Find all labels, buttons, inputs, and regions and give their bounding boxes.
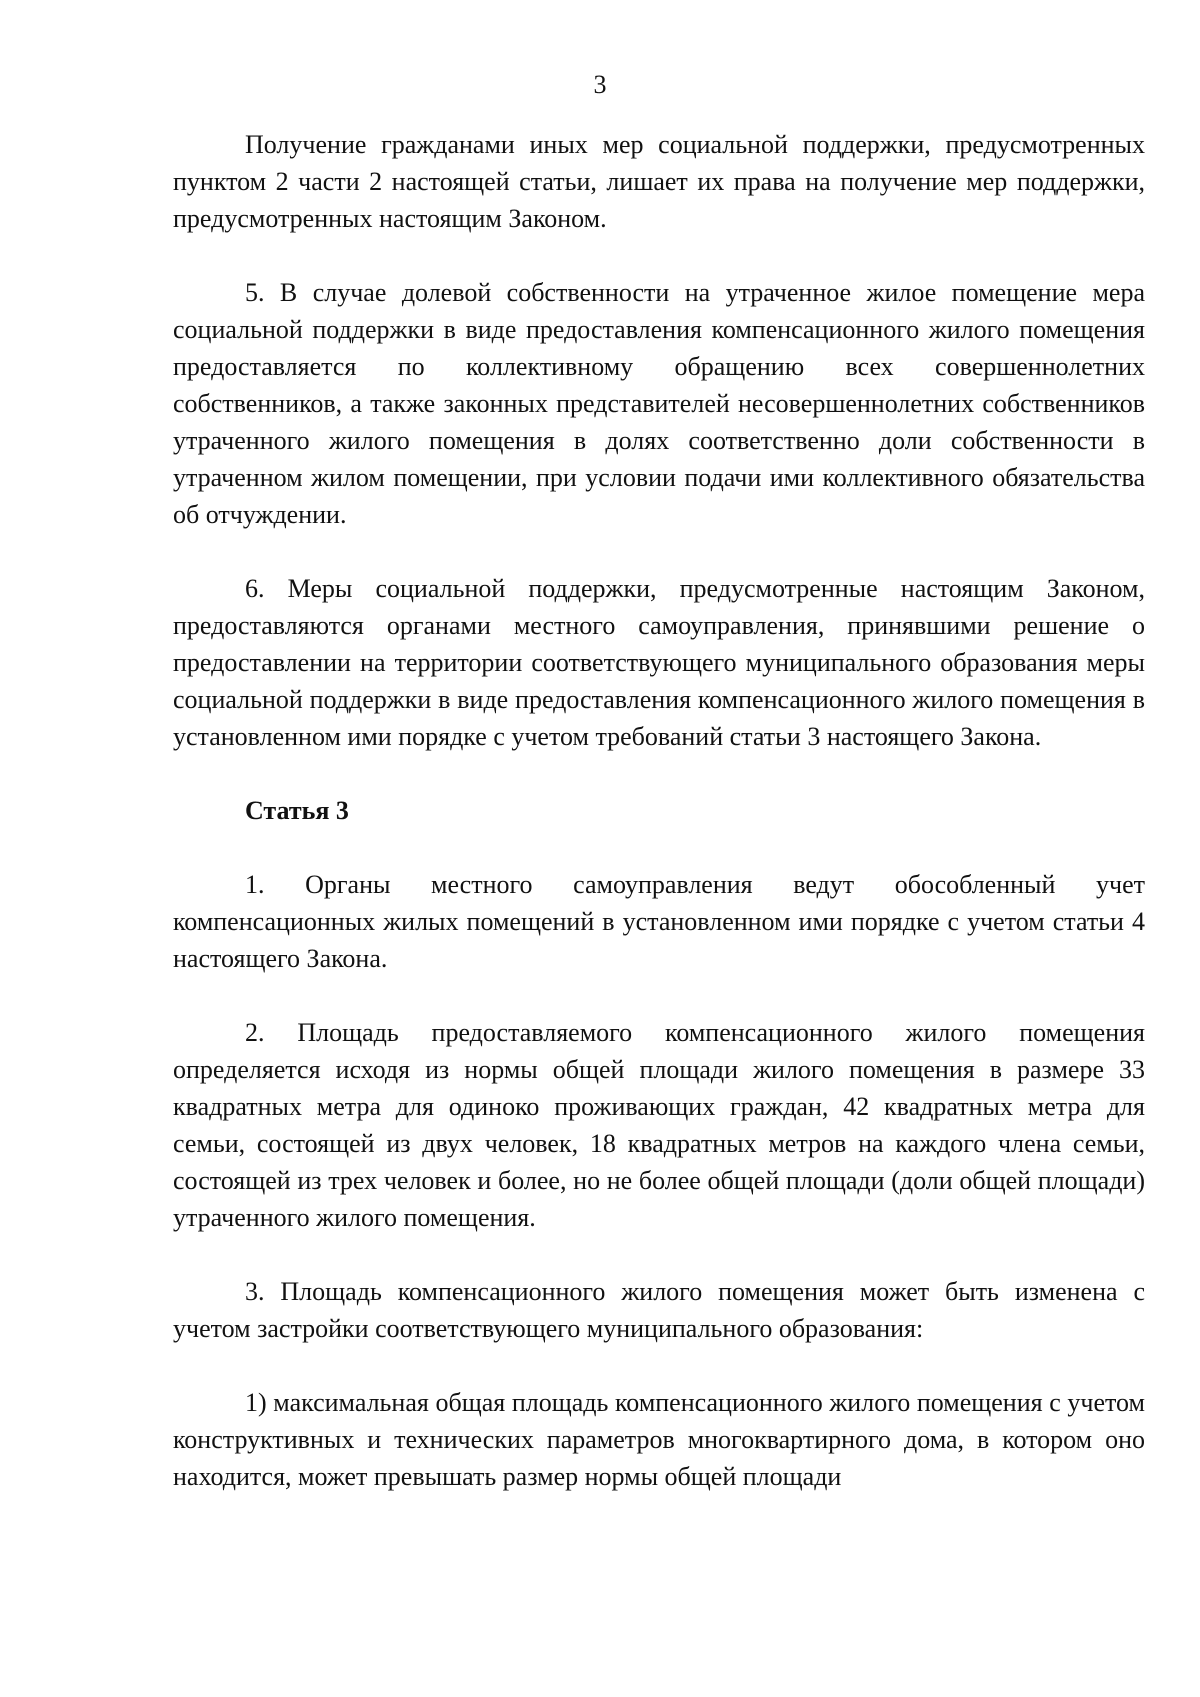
paragraph-6-local-authorities: 6. Меры социальной поддержки, предусмотренные настоящим Законом, предоставляются органами местного самоуправления, принявшими решение о предоставлении на территории соответствующего муниципального образования меры социальной поддержки в виде предоставления компенсационного жилого помещения в установленном ими порядке с учетом требований статьи 3 настоящего Закона.	[173, 574, 1145, 751]
article-3-paragraph-1: 1. Органы местного самоуправления ведут обособленный учет компенсационных жилых помещений в установленном ими порядке с учетом статьи 4 настоящего Закона.	[173, 870, 1145, 973]
article-3-paragraph-2: 2. Площадь предоставляемого компенсационного жилого помещения определяется исходя из нормы общей площади жилого помещения в размере 33 квадратных метра для одиноко проживающих граждан, 42 квадратных метра для семьи, состоящей из двух человек, 18 квадратных метров на каждого члена семьи, состоящей из трех человек и более, но не более общей площади (доли общей площади) утраченного жилого помещения.	[173, 1018, 1145, 1232]
article-3-subparagraph-1: 1) максимальная общая площадь компенсационного жилого помещения с учетом конструктивных и технических параметров многоквартирного дома, в котором оно находится, может превышать размер нормы общей площади	[173, 1388, 1145, 1491]
document-body	[173, 126, 1145, 1495]
paragraph-support-measures-loss: Получение гражданами иных мер социальной поддержки, предусмотренных пунктом 2 части 2 настоящей статьи, лишает их права на получение мер поддержки, предусмотренных настоящим Законом.	[173, 130, 1145, 233]
paragraph-5-shared-ownership: 5. В случае долевой собственности на утраченное жилое помещение мера социальной поддержки в виде предоставления компенсационного жилого помещения предоставляется по коллективному обращению всех совершеннолетних собственников, а также законных представителей несовершеннолетних собственников утраченного жилого помещения в долях соответственно доли собственности в утраченном жилом помещении, при условии подачи ими коллективного обязательства об отчуждении.	[173, 278, 1145, 529]
article-heading: Статья 3	[245, 796, 349, 825]
page-number: 3	[593, 70, 607, 99]
article-3-paragraph-3: 3. Площадь компенсационного жилого помещения может быть изменена с учетом застройки соответствующего муниципального образования:	[173, 1277, 1145, 1343]
